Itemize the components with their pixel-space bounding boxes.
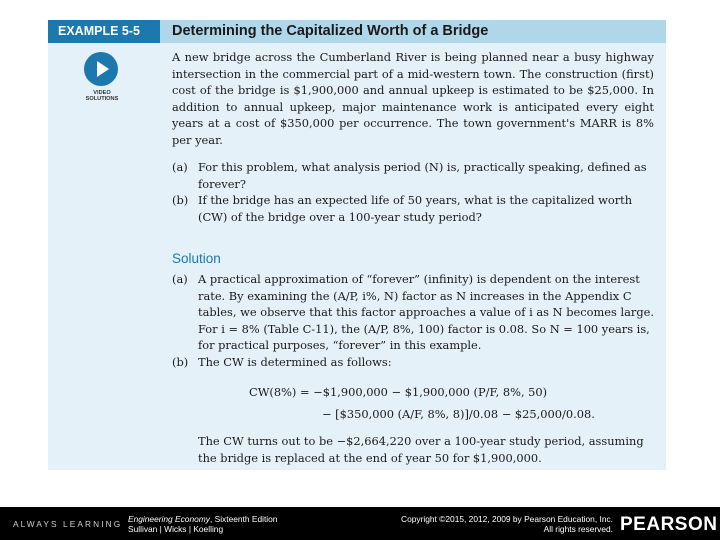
solution-heading: Solution <box>172 251 221 266</box>
equation-line-1: CW(8%) = −$1,900,000 − $1,900,000 (P/F, 8%, 50) <box>249 385 548 399</box>
video-solutions-badge[interactable] <box>80 52 124 108</box>
question-label: (b) <box>172 193 189 207</box>
always-learning-tagline: ALWAYS LEARNING <box>13 519 123 529</box>
solutions-label: SOLUTIONS <box>85 96 119 102</box>
problem-intro: A new bridge across the Cumberland River is being planned near a busy highway intersection in the commercial part of a mid-western town. The construction (first) cost of the bridge is $1,900,000 and annual upkeep is estimated to be $25,000. In addition to annual upkeep, major maintenance work is anticipated every eight years at a cost of $350,000 per occurrence. The town government's MARR is 8% per year. <box>172 50 654 147</box>
copyright-notice <box>357 514 613 534</box>
answer-label: (b) <box>172 354 189 369</box>
solution-body <box>172 271 654 370</box>
book-citation <box>128 514 277 534</box>
question-a <box>172 159 654 192</box>
video-label: VIDEO <box>93 90 111 96</box>
answer-text: A practical approximation of “forever” (infinity) is dependent on the interest rate. By examining the (A/P, i%, N) factor as N increases in the Appendix C tables, we observe that this factor approaches a value of i as N becomes large. For i = 8% (Table C-11), the (A/P, 8%, 100) factor is 0.08. So N = 100 years is, for practical purposes, “forever” in this example. <box>198 272 655 352</box>
question-text: If the bridge has an expected life of 50 years, what is the capitalized worth (CW) of the bridge over a 100-year study period? <box>198 193 633 224</box>
question-b <box>172 192 654 225</box>
pearson-logo: PEARSON <box>620 514 718 535</box>
play-icon <box>97 61 109 77</box>
copyright-text: Copyright ©2015, 2012, 2009 by Pearson Education, Inc. <box>401 514 613 524</box>
rights-text: All rights reserved. <box>543 524 613 534</box>
solution-conclusion: The CW turns out to be −$2,664,220 over a 100-year study period, assuming the bridge is replaced at the end of year 50 for $1,900,000. <box>198 434 644 465</box>
answer-b <box>172 354 654 371</box>
book-edition: , Sixteenth Edition <box>209 514 278 524</box>
question-text: For this problem, what analysis period (N) is, practically speaking, defined as forever? <box>198 160 647 191</box>
question-label: (a) <box>172 160 188 174</box>
example-title: Determining the Capitalized Worth of a Bridge <box>172 23 489 39</box>
book-authors: Sullivan | Wicks | Koelling <box>128 524 224 534</box>
example-number-label: EXAMPLE 5-5 <box>48 20 160 43</box>
book-title: Engineering Economy <box>128 514 210 524</box>
answer-a <box>172 271 654 354</box>
equation-line-2: − [$350,000 (A/F, 8%, 8)]/0.08 − $25,000/0.08. <box>322 407 595 421</box>
answer-label: (a) <box>172 272 188 286</box>
problem-statement <box>172 49 654 225</box>
footer-bar <box>0 507 720 540</box>
answer-text: The CW is determined as follows: <box>198 354 392 369</box>
